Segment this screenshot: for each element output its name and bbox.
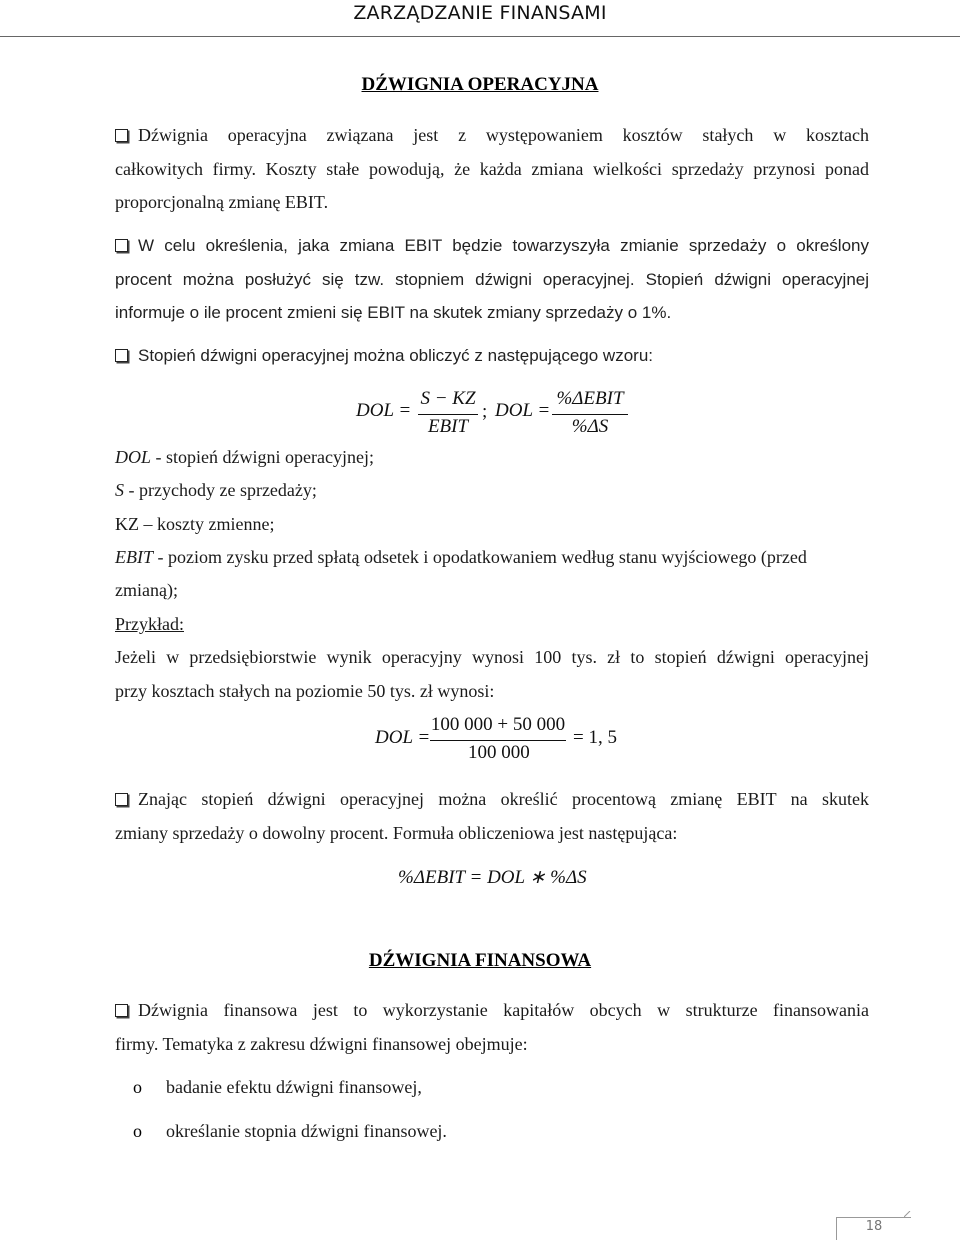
formula-dol-lhs-1: DOL =: [356, 400, 412, 421]
page-number: 18: [865, 1219, 883, 1234]
definition-text: - poziom zysku przed spłatą odsetek i opodatkowaniem według stanu wyjściowego (przed: [153, 547, 807, 567]
list-item: określanie stopnia dźwigni finansowej.: [166, 1121, 447, 1141]
formula-denominator: EBIT: [427, 416, 469, 437]
section-heading-financial-leverage: DŹWIGNIA FINANSOWA: [368, 950, 592, 971]
formula-numerator: S − KZ: [420, 388, 476, 409]
paragraph-line: przy kosztach stałych na poziomie 50 tys. zł wynosi:: [115, 680, 495, 701]
paragraph-line: informuje o ile procent zmieni się EBIT na skutek zmiany sprzedaży o 1%.: [115, 303, 672, 322]
fraction-bar: [430, 740, 566, 741]
definition-term: EBIT: [115, 547, 153, 567]
list-item: badanie efektu dźwigni finansowej,: [166, 1077, 422, 1097]
formula-example-fraction: [430, 714, 566, 764]
formula-example-lhs: DOL =: [375, 727, 431, 748]
formula-ebit-change: %ΔEBIT = DOL ∗ %ΔS: [398, 867, 587, 888]
paragraph-line: Jeżeli w przedsiębiorstwie wynik operacyjny wynosi 100 tys. zł to stopień dźwigni operacyjnej: [115, 647, 869, 667]
formula-denominator: %ΔS: [571, 416, 609, 437]
formula-numerator: %ΔEBIT: [556, 388, 624, 409]
paragraph-financial-leverage-intro: [115, 994, 869, 1061]
formula-dol-fraction-2: [552, 388, 628, 438]
definition-ebit-continued: zmianą);: [115, 580, 178, 600]
definition-term: DOL: [115, 447, 152, 467]
bullet-marker: o: [133, 1121, 142, 1141]
formula-dol-fraction-1: [418, 388, 478, 438]
paragraph-line: firmy. Tematyka z zakresu dźwigni finansowej obejmuje:: [115, 1033, 528, 1054]
formula-separator: ;: [482, 401, 488, 422]
bullet-marker: o: [133, 1077, 142, 1097]
definition-kz: [115, 514, 274, 535]
checkbox-bullet-icon: [115, 239, 128, 252]
checkbox-bullet-icon: [115, 349, 128, 362]
section-heading-operating-leverage: DŹWIGNIA OPERACYJNA: [361, 74, 599, 95]
paragraph-line: Znając stopień dźwigni operacyjnej można określić procentową zmianę EBIT na skutek: [138, 789, 869, 809]
paragraph-formula-intro: [115, 339, 869, 373]
fraction-bar: [418, 414, 478, 415]
definition-text: - stopień dźwigni operacyjnej;: [151, 447, 374, 467]
formula-example-result: = 1, 5: [573, 727, 617, 748]
example-label: Przykład:: [115, 614, 184, 634]
paragraph-example: [115, 641, 869, 708]
running-header: ZARZĄDZANIE FINANSAMI: [353, 2, 607, 24]
paragraph-dol-definition: [115, 229, 869, 330]
definition-text: KZ – koszty zmienne;: [115, 514, 275, 534]
paragraph-line: Stopień dźwigni operacyjnej można obliczyć z następującego wzoru:: [138, 346, 654, 365]
paragraph-ebit-change: [115, 783, 869, 850]
paragraph-line: proporcjonalną zmianę EBIT.: [115, 192, 329, 212]
paragraph-line: W celu określenia, jaka zmiana EBIT będzie towarzyszyła zmianie sprzedaży o określony: [138, 236, 869, 255]
definition-term: S: [115, 480, 124, 500]
checkbox-bullet-icon: [115, 793, 128, 806]
checkbox-bullet-icon: [115, 129, 128, 142]
paragraph-line: Dźwignia finansowa jest to wykorzystanie kapitałów obcych w strukturze finansowania: [138, 1000, 869, 1020]
definition-text: - przychody ze sprzedaży;: [124, 480, 317, 500]
checkbox-bullet-icon: [115, 1004, 128, 1017]
header-divider: [0, 36, 960, 37]
paragraph-line: całkowitych firmy. Koszty stałe powodują, że każda zmiana wielkości sprzedaży przynosi ponad: [115, 158, 869, 179]
definition-dol: [115, 447, 374, 468]
paragraph-line: zmiany sprzedaży o dowolny procent. Formuła obliczeniowa jest następująca:: [115, 822, 678, 843]
fraction-bar: [552, 414, 628, 415]
formula-dol-lhs-2: DOL =: [495, 400, 551, 421]
paragraph-operating-leverage-intro: [115, 119, 869, 220]
definition-ebit: [115, 547, 807, 568]
formula-denominator: 100 000: [468, 742, 530, 763]
definition-s: [115, 480, 317, 501]
paragraph-line: Dźwignia operacyjna związana jest z występowaniem kosztów stałych w kosztach: [138, 125, 869, 145]
formula-numerator: 100 000 + 50 000: [430, 714, 566, 735]
paragraph-line: procent można posłużyć się tzw. stopniem dźwigni operacyjnej. Stopień dźwigni operacyjnej: [115, 269, 869, 289]
